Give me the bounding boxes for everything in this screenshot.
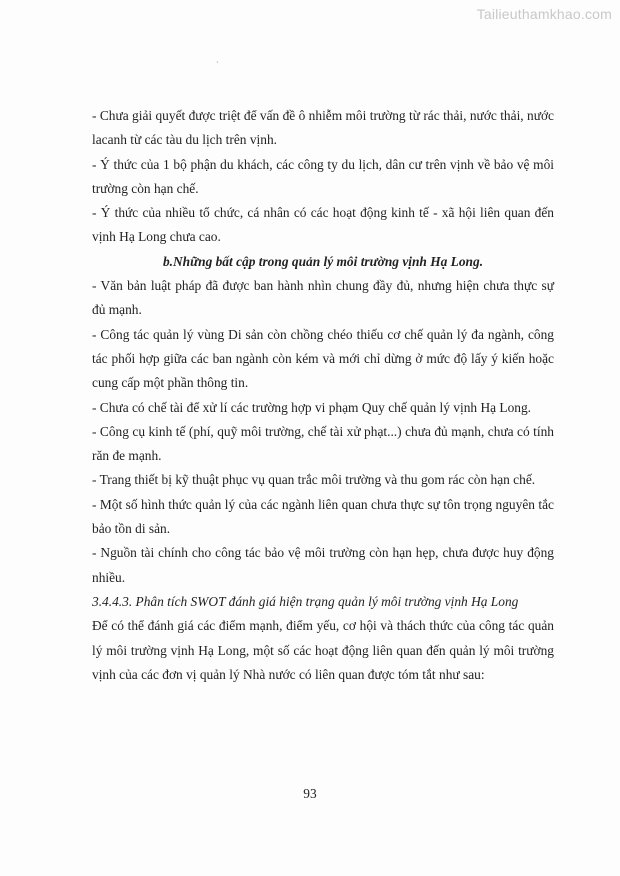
issue-sanctions: - Chưa có chế tài để xử lí các trường hợp vi phạm Quy chế quản lý vịnh Hạ Long. — [92, 399, 532, 415]
issue-management-forms: - Một số hình thức quản lý của các ngành liên quan chưa thực sự tôn trọng nguyên tắc bảo tồn di sản. — [92, 496, 554, 537]
stray-mark: · — [216, 58, 219, 67]
issue-equipment: - Trang thiết bị kỹ thuật phục vụ quan trắc môi trường và thu gom rác còn hạn chế. — [92, 472, 536, 488]
paragraph-awareness-tourists: - Ý thức của 1 bộ phận du khách, các công ty du lịch, dân cư trên vịnh về bảo vệ môi trường còn hạn chế. — [92, 156, 554, 196]
watermark: Tailieuthamkhao.com — [476, 6, 612, 22]
page-number: 93 — [303, 786, 317, 801]
section-heading: b.Những bất cập trong quản lý môi trường vịnh Hạ Long. — [162, 253, 484, 269]
issue-finance: - Nguồn tài chính cho công tác bảo vệ môi trường còn hạn hẹp, chưa được huy động nhiều. — [92, 545, 554, 585]
paragraph-pollution: - Chưa giải quyết được triệt để vấn đề ô nhiễm môi trường từ rác thải, nước thải, nước lacanh từ các tàu du lịch trên vịnh. — [92, 108, 554, 148]
body-text — [92, 104, 554, 687]
issue-economic-tools: - Công cụ kinh tế (phí, quỹ môi trường, chế tài xử phạt...) chưa đủ mạnh, chưa có tính răn đe mạnh. — [92, 423, 554, 464]
issue-overlap: - Công tác quản lý vùng Di sản còn chồng chéo thiếu cơ chế quản lý đa ngành, công tác phối hợp giữa các ban ngành còn kém và mới chỉ dừng ở mức độ lấy ý kiến hoặc cung cấp một phần thông tin. — [92, 326, 554, 391]
subsection-text: Để có thể đánh giá các điểm mạnh, điểm yếu, cơ hội và thách thức của công tác quản lý môi trường vịnh Hạ Long, một số các hoạt động liên quan đến quản lý môi trường vịnh của các đơn vị quản lý Nhà nước có liên quan được tóm tắt như sau: — [92, 618, 554, 682]
subsection-heading: 3.4.4.3. Phân tích SWOT đánh giá hiện trạng quản lý môi trường vịnh Hạ Long — [92, 593, 519, 609]
issue-legal: - Văn bản luật pháp đã được ban hành nhìn chung đầy đủ, nhưng hiện chưa thực sự đủ mạnh. — [92, 278, 554, 318]
paragraph-awareness-organizations: - Ý thức của nhiều tổ chức, cá nhân có các hoạt động kinh tế - xã hội liên quan đến vịnh Hạ Long chưa cao. — [92, 205, 554, 245]
